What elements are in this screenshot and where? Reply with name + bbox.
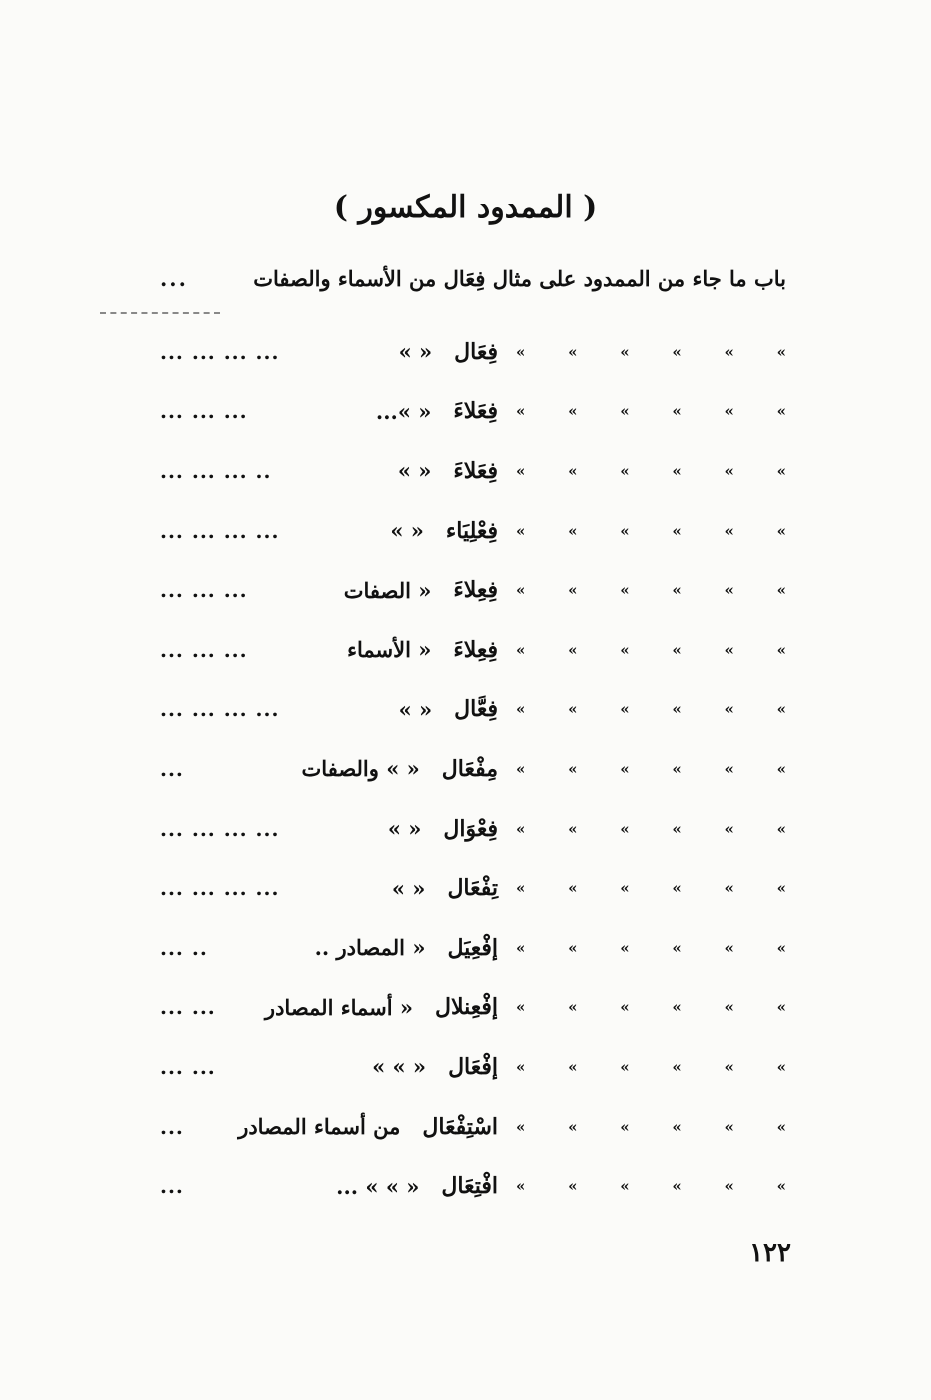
ditto-mark: »	[724, 521, 734, 540]
ditto-mark: »	[516, 879, 526, 898]
ditto-mark: »	[568, 998, 578, 1017]
ditto-mark: »	[724, 581, 734, 600]
ditto-mark: »	[724, 461, 734, 480]
ditto-mark: »	[568, 1057, 578, 1076]
ditto-marks	[516, 522, 786, 540]
ditto-mark: »	[568, 461, 578, 480]
row-pattern: فِعِلاءَ	[453, 636, 498, 663]
ditto-mark: »	[776, 759, 786, 778]
row-trailing-dots: ... ... ...	[160, 637, 248, 662]
row-trailing-dots: ... ... ...	[160, 399, 248, 424]
ditto-mark: »	[724, 1117, 734, 1136]
ditto-mark: »	[724, 938, 734, 957]
ditto-marks	[516, 402, 786, 420]
row-trailing-dots: ... ... ... ...	[160, 876, 280, 901]
table-row	[160, 501, 786, 561]
scan-artifact-line	[100, 312, 220, 314]
ditto-mark: »	[516, 1177, 526, 1196]
ditto-mark: »	[672, 461, 682, 480]
ditto-mark: »	[568, 938, 578, 957]
row-pattern: إفْعِيَل	[447, 934, 498, 961]
ditto-mark: »	[568, 819, 578, 838]
ditto-mark: »	[620, 819, 630, 838]
table-row	[160, 978, 786, 1038]
table-row	[160, 739, 786, 799]
row-note: « أسماء المصادر	[264, 994, 413, 1020]
ditto-mark: »	[516, 581, 526, 600]
ditto-marks	[516, 939, 786, 957]
ditto-mark: »	[672, 342, 682, 361]
ditto-marks	[516, 700, 786, 718]
table-row	[160, 1097, 786, 1157]
ditto-marks	[516, 1177, 786, 1195]
ditto-mark: »	[672, 819, 682, 838]
ditto-mark: »	[672, 879, 682, 898]
ditto-mark: »	[516, 938, 526, 957]
ditto-mark: »	[516, 640, 526, 659]
ditto-mark: »	[776, 581, 786, 600]
ditto-marks	[516, 760, 786, 778]
ditto-mark: »	[516, 759, 526, 778]
ditto-mark: »	[776, 521, 786, 540]
ditto-marks	[516, 820, 786, 838]
row-pattern: اسْتِفْعَال	[422, 1113, 498, 1140]
ditto-mark: »	[568, 402, 578, 421]
row-trailing-dots: ... ... ... ...	[160, 697, 280, 722]
ditto-mark: »	[568, 342, 578, 361]
row-trailing-dots: ... ... ... ...	[160, 816, 280, 841]
row-trailing-dots: ... ... ... ...	[160, 339, 280, 364]
row-pattern: مِفْعَال	[441, 755, 498, 782]
ditto-mark: »	[724, 402, 734, 421]
ditto-mark: »	[672, 1117, 682, 1136]
ditto-mark: »	[776, 998, 786, 1017]
ditto-mark: »	[516, 819, 526, 838]
ditto-marks	[516, 1058, 786, 1076]
ditto-mark: »	[672, 581, 682, 600]
ditto-mark: »	[568, 879, 578, 898]
ditto-mark: »	[516, 342, 526, 361]
ditto-mark: »	[724, 759, 734, 778]
row-note: من أسماء المصادر	[238, 1114, 401, 1140]
row-pattern: فِعَّال	[454, 696, 498, 723]
ditto-mark: »	[568, 581, 578, 600]
ditto-mark: »	[776, 402, 786, 421]
ditto-mark: »	[776, 342, 786, 361]
ditto-mark: »	[568, 521, 578, 540]
ditto-mark: »	[620, 461, 630, 480]
table-row	[160, 441, 786, 501]
row-pattern: فِعْلِيَاء	[445, 517, 498, 544]
ditto-mark: »	[672, 640, 682, 659]
row-trailing-dots: ...	[160, 1114, 184, 1139]
ditto-mark: »	[620, 342, 630, 361]
page-title: ( الممدود المكسور )	[333, 190, 598, 225]
row-pattern: فِعْوَال	[443, 815, 498, 842]
ditto-mark: »	[620, 700, 630, 719]
ditto-mark: »	[776, 640, 786, 659]
table-row	[160, 620, 786, 680]
ditto-marks	[516, 879, 786, 897]
section-header-dots: ...	[160, 266, 188, 291]
ditto-mark: »	[776, 1057, 786, 1076]
ditto-mark: »	[724, 819, 734, 838]
row-note: « »	[397, 458, 432, 484]
ditto-mark: »	[672, 1057, 682, 1076]
ditto-mark: »	[776, 700, 786, 719]
ditto-marks	[516, 998, 786, 1016]
ditto-mark: »	[516, 402, 526, 421]
ditto-mark: »	[620, 759, 630, 778]
ditto-mark: »	[516, 1117, 526, 1136]
row-note: « » » ...	[336, 1173, 420, 1199]
row-trailing-dots: ...	[160, 756, 184, 781]
row-note: « »	[398, 339, 433, 365]
table-row	[160, 799, 786, 859]
ditto-mark: »	[724, 700, 734, 719]
table-row	[160, 382, 786, 442]
ditto-mark: »	[724, 342, 734, 361]
row-note: « »	[398, 696, 433, 722]
ditto-mark: »	[620, 938, 630, 957]
row-pattern: فِعَلاءَ	[453, 398, 498, 425]
row-note: « »	[390, 518, 424, 544]
row-trailing-dots: ... ..	[160, 935, 208, 960]
ditto-marks	[516, 641, 786, 659]
row-trailing-dots: ...	[160, 1174, 184, 1199]
section-header-text: باب ما جاء من الممدود على مثال فِعَال من الأسماء والصفات	[253, 266, 786, 291]
ditto-mark: »	[672, 938, 682, 957]
ditto-mark: »	[620, 640, 630, 659]
row-note: « »...	[375, 398, 432, 424]
ditto-mark: »	[672, 402, 682, 421]
table-row	[160, 322, 786, 382]
ditto-mark: »	[620, 402, 630, 421]
ditto-marks	[516, 462, 786, 480]
ditto-mark: »	[776, 461, 786, 480]
ditto-mark: »	[620, 581, 630, 600]
ditto-marks	[516, 581, 786, 599]
ditto-mark: »	[516, 461, 526, 480]
ditto-mark: »	[620, 998, 630, 1017]
row-note: « »	[391, 875, 426, 901]
ditto-mark: »	[516, 998, 526, 1017]
ditto-mark: »	[776, 1117, 786, 1136]
ditto-mark: »	[776, 819, 786, 838]
row-pattern: فِعَلاءَ	[453, 457, 498, 484]
ditto-mark: »	[568, 640, 578, 659]
row-pattern: تِفْعَال	[447, 875, 498, 902]
ditto-mark: »	[620, 521, 630, 540]
table-row	[160, 1156, 786, 1216]
ditto-mark: »	[776, 879, 786, 898]
table-row	[160, 1037, 786, 1097]
row-pattern: إفْعِنلال	[435, 994, 498, 1021]
ditto-mark: »	[672, 759, 682, 778]
ditto-mark: »	[516, 1057, 526, 1076]
section-header	[160, 266, 786, 291]
ditto-mark: »	[672, 998, 682, 1017]
row-trailing-dots: ... ...	[160, 995, 216, 1020]
table-row	[160, 560, 786, 620]
pattern-table	[160, 322, 786, 1216]
row-pattern: فِعِلاءَ	[453, 577, 498, 604]
table-row	[160, 680, 786, 740]
row-trailing-dots: ... ... ... ..	[160, 458, 272, 483]
ditto-mark: »	[620, 1177, 630, 1196]
ditto-mark: »	[724, 1057, 734, 1076]
row-note: « الصفات	[343, 577, 432, 603]
ditto-mark: »	[724, 998, 734, 1017]
ditto-marks	[516, 1118, 786, 1136]
ditto-mark: »	[516, 700, 526, 719]
ditto-mark: »	[568, 759, 578, 778]
row-note: « المصادر ..	[314, 935, 426, 961]
row-note: « » »	[372, 1054, 427, 1080]
ditto-marks	[516, 343, 786, 361]
row-pattern: افْتِعَال	[441, 1173, 498, 1200]
page-number: ١٢٢	[749, 1238, 791, 1268]
row-trailing-dots: ... ... ... ...	[160, 518, 280, 543]
table-row	[160, 858, 786, 918]
row-trailing-dots: ... ... ...	[160, 578, 248, 603]
table-row	[160, 918, 786, 978]
ditto-mark: »	[724, 879, 734, 898]
ditto-mark: »	[672, 521, 682, 540]
ditto-mark: »	[672, 1177, 682, 1196]
row-pattern: إفْعَال	[448, 1053, 498, 1080]
ditto-mark: »	[776, 1177, 786, 1196]
ditto-mark: »	[516, 521, 526, 540]
ditto-mark: »	[620, 1057, 630, 1076]
ditto-mark: »	[620, 879, 630, 898]
ditto-mark: »	[568, 700, 578, 719]
ditto-mark: »	[568, 1177, 578, 1196]
ditto-mark: »	[724, 640, 734, 659]
row-note: « »	[387, 816, 422, 842]
ditto-mark: »	[776, 938, 786, 957]
row-note: « الأسماء	[347, 637, 432, 663]
row-pattern: فِعَال	[454, 338, 498, 365]
row-note: « » والصفات	[301, 756, 420, 782]
row-trailing-dots: ... ...	[160, 1054, 216, 1079]
ditto-mark: »	[672, 700, 682, 719]
ditto-mark: »	[568, 1117, 578, 1136]
ditto-mark: »	[620, 1117, 630, 1136]
ditto-mark: »	[724, 1177, 734, 1196]
